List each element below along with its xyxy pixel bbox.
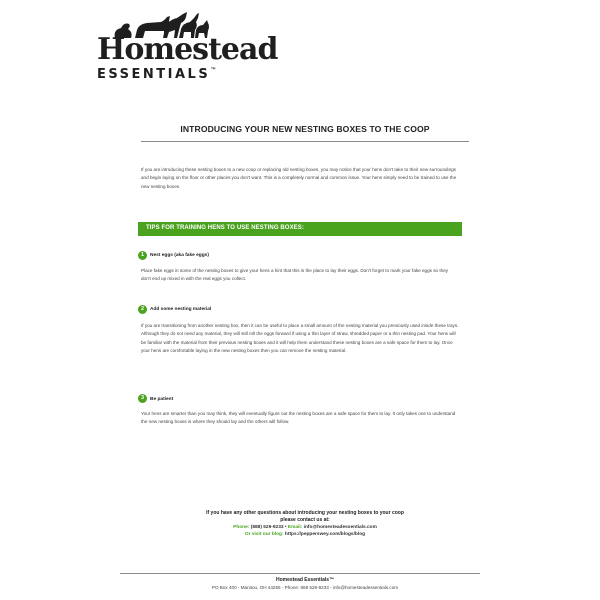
contact-cta: please contact us at: <box>280 517 330 523</box>
contact-blog-line <box>140 531 470 538</box>
contact-separator: • <box>284 525 287 530</box>
step-2-title: Add some nesting material <box>150 307 212 312</box>
logo-wordmark: Homestead <box>97 32 278 67</box>
contact-block <box>140 510 470 538</box>
step-2-body: If you are transitioning from another nesting box, then it can be useful to place a small amount of the nesting material you previously used inside these trays. Although they do not need any material, they will still roll the eggs forward if using a thin layer of straw, shredded paper or a thin nesting pad. Your hens will be familiar with the material from their previous nesting boxes and it will help them understand these nesting boxes are a safe space for them to lay. Once your hens are comfortable laying in the new nesting boxes then you can remove the nesting material. <box>141 323 459 354</box>
logo-subtitle-text: ESSENTIALS <box>97 67 211 82</box>
page-title: INTRODUCING YOUR NEW NESTING BOXES TO THE COOP <box>180 124 430 134</box>
logo-subtitle <box>97 68 216 81</box>
phone-label: Phone: <box>233 525 250 530</box>
contact-question: If you have any other questions about introducing your nesting boxes to your coop <box>206 510 404 516</box>
step-3-body: Your hens are smarter than you may think, they will eventually figure out the nesting boxes are a safe space for them to lay. It only takes one to understand the new nesting boxes is where they should lay and the others will follow. <box>141 411 456 425</box>
step-1-body: Place fake eggs in some of the nesting boxes to give your hens a hint that this is the place to lay their eggs. Don't forget to mark your fake eggs so they don't end up mixed in with the real eggs you collect. <box>141 268 449 282</box>
phone-number[interactable]: (888) 529-9233 <box>250 525 284 530</box>
step-1-title: Nest eggs (aka fake eggs) <box>150 253 209 258</box>
email-link[interactable]: info@homesteadessentials.com <box>303 525 377 530</box>
tips-banner-label: TIPS FOR TRAINING HENS TO USE NESTING BOXES: <box>146 225 304 231</box>
step-2-number: 2 <box>138 305 147 314</box>
email-label: Email: <box>287 525 303 530</box>
brand-logo <box>95 8 278 84</box>
footer-company: Homestead Essentials™ <box>275 577 335 583</box>
blog-label: Or visit our blog: <box>244 532 284 537</box>
step-3-number: 3 <box>138 394 147 403</box>
footer-address: PO Box 400 - Manitou, OH 44255 - Phone: 888 529-9233 - info@homesteadessentials.com <box>211 585 399 590</box>
footer <box>140 577 470 591</box>
step-1-number: 1 <box>138 251 147 260</box>
title-divider <box>141 141 469 142</box>
intro-paragraph: If you are introducing these nesting boxes to a new coop or replacing old nesting boxes, you may notice that your hens don't take to their new surroundings and begin laying on the floor or other places you don't want. This is a completely normal and common issue. Your hens simply need to be trained to use the new nesting boxes. <box>141 167 457 189</box>
logo-trademark: ™ <box>210 67 217 74</box>
footer-divider <box>120 573 480 574</box>
contact-phone-email-line <box>140 524 470 531</box>
blog-link[interactable]: https://pepperswey.com/blogs/blog <box>284 532 366 537</box>
step-3-title: Be patient <box>150 397 174 402</box>
